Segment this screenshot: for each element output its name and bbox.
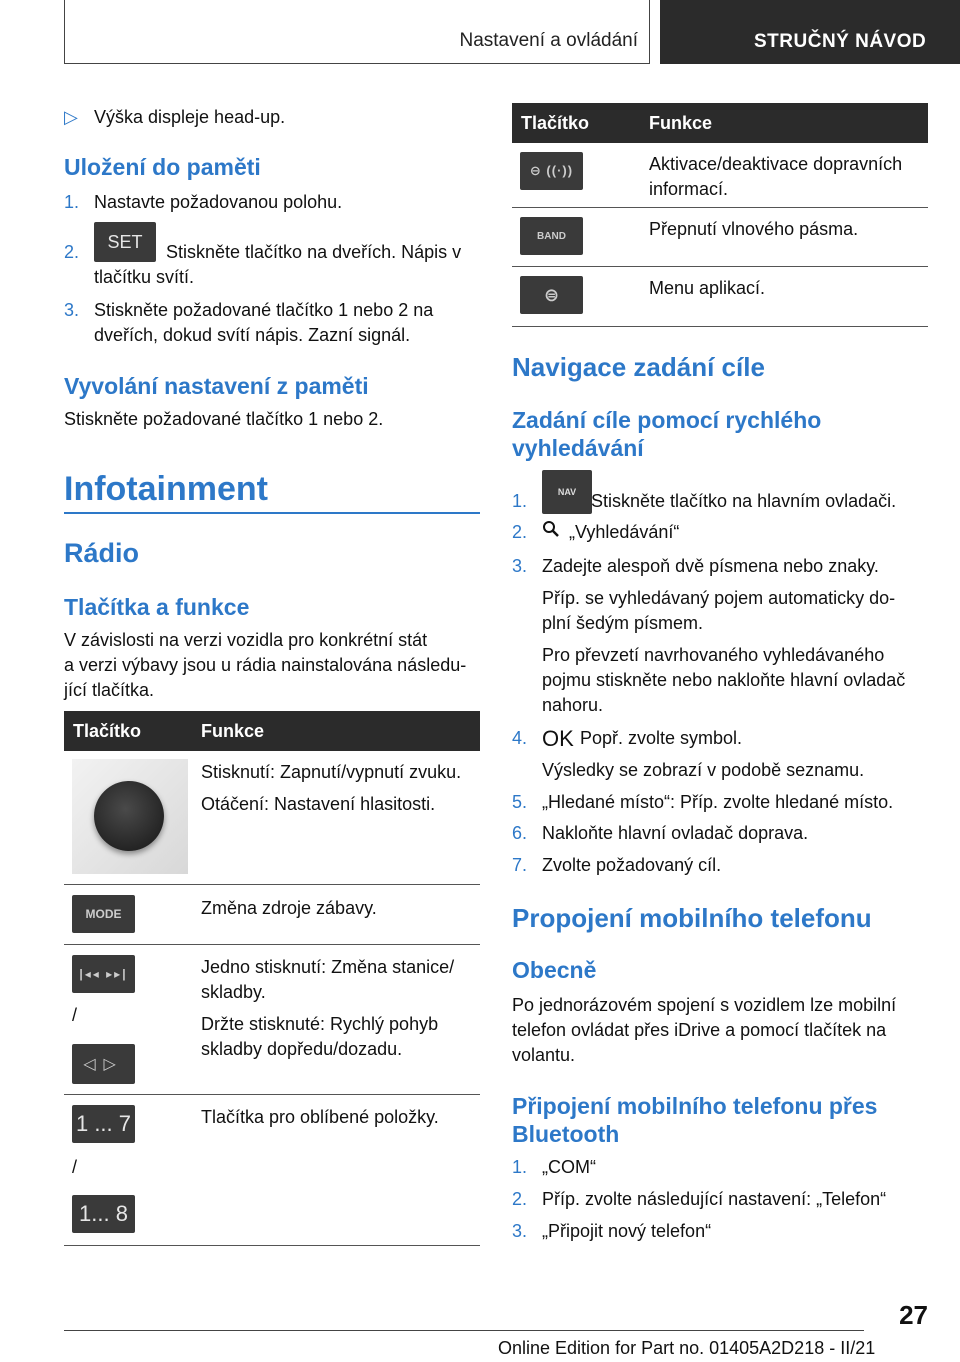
row-divider xyxy=(64,1245,480,1246)
row3-text-b2: skladby dopředu/dozadu. xyxy=(201,1039,403,1059)
general-heading: Obecně xyxy=(512,957,597,983)
row-divider xyxy=(64,944,480,945)
row-divider xyxy=(64,884,480,885)
general-line-3: volantu. xyxy=(512,1045,576,1065)
right-row2-text: Přepnutí vlnového pásma. xyxy=(649,219,859,239)
search-icon xyxy=(542,520,560,545)
apps-menu-button-icon: ⊜ xyxy=(520,276,583,314)
header-section-title: Nastavení a ovládání xyxy=(459,30,638,51)
row3-text-a1: Jedno stisknutí: Změna stanice/ xyxy=(201,957,455,977)
favorites-1-7-button-icon: 1 ... 7 xyxy=(72,1105,135,1143)
right-row1-text-b: informací. xyxy=(649,179,729,199)
favorites-1-8-button-icon: 1... 8 xyxy=(72,1195,135,1233)
quick-search-heading-2: vyhledávání xyxy=(512,435,644,461)
infotainment-heading: Infotainment xyxy=(64,470,268,508)
right-table-header: Tlačítko Funkce xyxy=(512,103,928,143)
intro-line-3: jící tlačítka. xyxy=(64,680,155,700)
navigation-heading: Navigace zadání cíle xyxy=(512,352,765,382)
row4-text: Tlačítka pro oblíbené položky. xyxy=(201,1107,439,1127)
row-divider xyxy=(512,207,928,208)
row-divider xyxy=(512,326,928,327)
set-button-icon: SET xyxy=(94,222,156,262)
band-button-icon: BAND xyxy=(520,217,583,255)
save-title: Uložení do paměti xyxy=(64,154,261,180)
buttons-functions-heading: Tlačítka a funkce xyxy=(64,594,250,620)
heading-rule xyxy=(64,512,480,514)
row-divider xyxy=(64,1094,480,1095)
nav-step-1: 1. NAV Stiskněte tlačítko na hlavním ovladači. xyxy=(512,470,928,514)
phone-heading: Propojení mobilního telefonu xyxy=(512,903,872,933)
footer-edition: Online Edition for Part no. 01405A2D218 - II/21 xyxy=(498,1338,876,1358)
bluetooth-heading-1: Připojení mobilního telefonu přes xyxy=(512,1093,878,1119)
row2-text: Změna zdroje zábavy. xyxy=(201,898,377,918)
ok-icon: OK xyxy=(542,726,574,751)
row3-text-a2: skladby. xyxy=(201,982,266,1002)
intro-line-2: a verzi výbavy jsou u rádia nainstalována následu‐ xyxy=(64,655,467,675)
row-divider xyxy=(512,266,928,267)
triangle-bullet-icon: ▷ xyxy=(64,107,78,127)
traffic-info-button-icon: ⊖ ((·)) xyxy=(520,152,583,190)
volume-knob-image xyxy=(72,759,188,874)
seek-arrows-button-icon: ◁▷ xyxy=(72,1044,135,1084)
row4-separator: / xyxy=(72,1157,78,1177)
row1-text-turn: Otáčení: Nastavení hlasitosti. xyxy=(201,794,436,814)
row3-separator: / xyxy=(72,1005,78,1025)
right-row3-text: Menu aplikací. xyxy=(649,278,766,298)
row1-text-press: Stisknutí: Zapnutí/vypnutí zvuku. xyxy=(201,762,462,782)
header-chapter: STRUČNÝ NÁVOD xyxy=(660,0,960,64)
recall-text: Stiskněte požadované tlačítko 1 nebo 2. xyxy=(64,409,384,429)
bluetooth-heading-2: Bluetooth xyxy=(512,1121,620,1147)
page-number: 27 xyxy=(899,1300,928,1330)
right-row1-text-a: Aktivace/deaktivace dopravních xyxy=(649,154,903,174)
skip-track-button-icon: |◂◂ ▸▸| xyxy=(72,955,135,993)
left-table-header: Tlačítko Funkce xyxy=(64,711,480,751)
general-line-2: telefon ovládat přes iDrive a pomocí tlačítek na xyxy=(512,1020,887,1040)
save-step-2: 2. SET Stiskněte tlačítko na dveřích. Nápis v tlačítku svítí. xyxy=(64,222,480,292)
recall-title: Vyvolání nastavení z paměti xyxy=(64,373,369,399)
radio-heading: Rádio xyxy=(64,538,140,568)
row3-text-b1: Držte stisknuté: Rychlý pohyb xyxy=(201,1014,439,1034)
footer-rule xyxy=(64,1330,864,1331)
quick-search-heading-1: Zadání cíle pomocí rychlého xyxy=(512,407,822,433)
mode-button-icon: MODE xyxy=(72,895,135,933)
intro-line-1: V závislosti na verzi vozidla pro konkrétní stát xyxy=(64,630,428,650)
nav-button-icon: NAV xyxy=(542,470,592,514)
general-line-1: Po jednorázovém spojení s vozidlem lze mobilní xyxy=(512,995,897,1015)
